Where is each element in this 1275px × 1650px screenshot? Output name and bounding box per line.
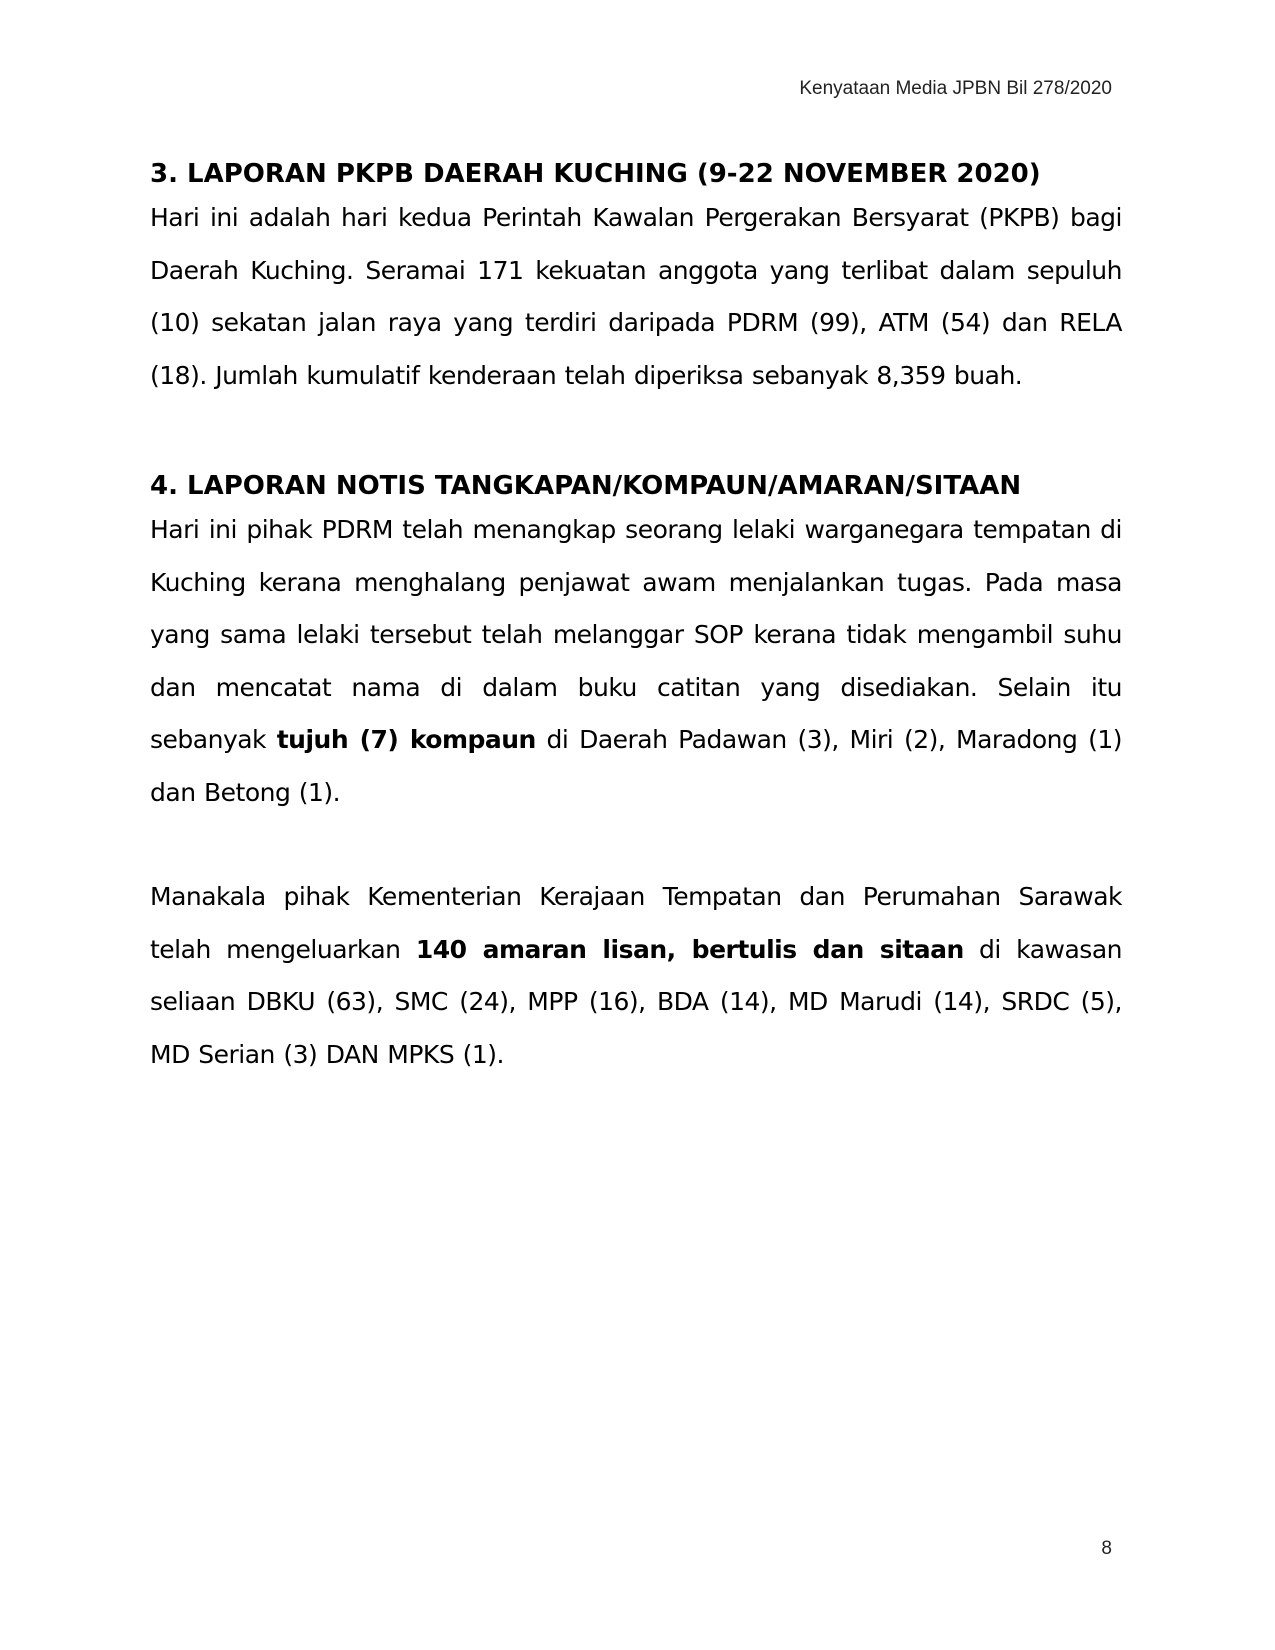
running-header: Kenyataan Media JPBN Bil 278/2020 — [799, 78, 1112, 99]
page-number: 8 — [1101, 1538, 1112, 1559]
section-4-paragraph-2-emphasis: 140 amaran lisan, bertulis dan sitaan — [415, 934, 964, 964]
document-body — [150, 156, 1122, 1081]
paragraph-spacer — [150, 819, 1122, 871]
section-4-paragraph-2-text-a: Manakala pihak Kementerian Kerajaan Tempatan dan Perumahan Sarawak telah mengeluarkan — [150, 882, 1122, 964]
section-spacer — [150, 402, 1122, 468]
section-4-paragraph-2 — [150, 871, 1122, 1081]
section-4-paragraph-1-text-a: Hari ini pihak PDRM telah menangkap seorang lelaki warganegara tempatan di Kuching kerana menghalang penjawat awam menjalankan tugas. Pada masa yang sama lelaki tersebut telah melanggar SOP kerana tidak mengambil suhu dan mencatat nama di dalam buku catitan yang disediakan. Selain itu sebanyak — [150, 515, 1122, 754]
section-4-paragraph-1-text-b: di Daerah Padawan (3), Miri (2), Maradong (1) dan Betong (1). — [150, 725, 1122, 807]
section-4-paragraph-1-emphasis: tujuh (7) kompaun — [276, 725, 536, 754]
section-3-heading: 3. LAPORAN PKPB DAERAH KUCHING (9-22 NOVEMBER 2020) — [150, 159, 1041, 189]
section-4-paragraph-2-text-b: di kawasan seliaan DBKU (63), SMC (24), MPP (16), BDA (14), MD Marudi (14), SRDC (5), MD Serian (3) DAN MPKS (1). — [150, 934, 1122, 1069]
section-4-paragraph-1 — [150, 504, 1122, 819]
section-3-paragraph: Hari ini adalah hari kedua Perintah Kawalan Pergerakan Bersyarat (PKPB) bagi Daerah Kuching. Seramai 171 kekuatan anggota yang terlibat dalam sepuluh (10) sekatan jalan raya yang terdiri daripada PDRM (99), ATM (54) dan RELA (18). Jumlah kumulatif kenderaan telah diperiksa sebanyak 8,359 buah. — [150, 203, 1122, 390]
section-4-heading: 4. LAPORAN NOTIS TANGKAPAN/KOMPAUN/AMARAN/SITAAN — [150, 471, 1022, 501]
